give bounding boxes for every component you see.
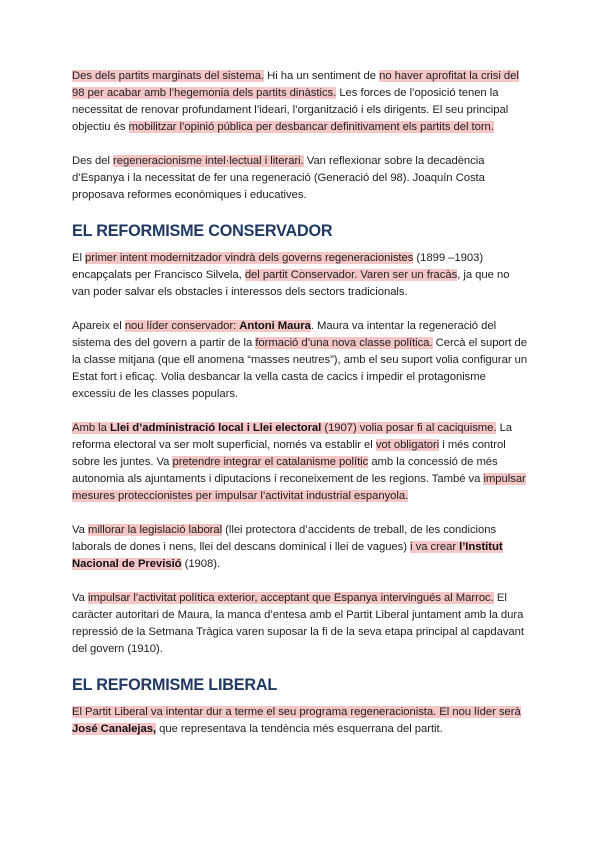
highlight	[72, 422, 496, 434]
paragraph-labour-law	[72, 522, 530, 573]
highlight: no haver aprofitat la crisi del 98 per acabar amb l’hegemonia dels partits dinàstics.	[72, 70, 519, 99]
text-run: (1908).	[181, 558, 221, 570]
paragraph-silvela	[72, 250, 530, 301]
section-heading-conservador: EL REFORMISME CONSERVADOR	[72, 222, 333, 240]
text-run: . Maura va intentar la regeneració del sistema des del govern a partir de la	[72, 320, 497, 349]
bold-name-maura: Antoni Maura	[239, 320, 311, 332]
highlight-text: El Partit Liberal va intentar dur a terme el seu programa regeneracionista. El nou líder serà	[72, 706, 521, 718]
text-run: i més control sobre les juntes. Va	[72, 439, 506, 468]
text-run: El	[72, 252, 86, 264]
text-run: , ja que no van poder salvar els obstacles i interessos dels sectors tradicionals.	[72, 269, 510, 298]
paragraph-regeneracionisme	[72, 153, 530, 204]
highlight: millorar la legislació laboral	[87, 524, 223, 536]
highlight: del partit Conservador. Varen ser un fracàs	[244, 269, 458, 281]
text-run: amb la concessió de més autonomia als ajuntaments i diputacions i reconeixement de les regions. També va	[72, 456, 498, 485]
bold-law-title: Llei d’administració local i Llei electoral	[109, 422, 322, 434]
text-run: que representava la tendència més esquerrana del partit.	[156, 723, 443, 735]
highlight-text: nou líder conservador:	[124, 320, 240, 332]
highlight-text: i va crear	[410, 541, 460, 553]
highlight: regeneracionisme intel·lectual i literari.	[113, 155, 304, 167]
text-run: Va	[72, 524, 88, 536]
text-run: El caràcter autoritari de Maura, la manca d’entesa amb el Partit Liberal juntament amb la dura repressió de la Setmana Tràgica varen suposar la fi de la seva etapa principal al capdavant del govern (1910).	[72, 592, 524, 655]
highlight	[125, 320, 311, 332]
text-run: Apareix el	[72, 320, 125, 332]
text-run: La reforma electoral va ser molt superficial, només va establir el	[72, 422, 513, 451]
highlight: formació d’una nova classe política.	[255, 337, 433, 349]
document-body	[72, 68, 530, 755]
text-run: Des del	[72, 155, 114, 167]
section-heading-liberal: EL REFORMISME LIBERAL	[72, 676, 278, 694]
highlight: impulsar mesures proteccionistes per impulsar l’activitat industrial espanyola.	[72, 473, 526, 502]
highlight-text: Amb la	[72, 422, 110, 434]
text-run: Hi ha un sentiment de	[264, 70, 380, 82]
highlight: pretendre integrar el catalanisme polític	[172, 456, 369, 468]
highlight: primer intent modernitzador vindrà dels governs regeneracionistes	[85, 252, 414, 264]
text-run: Van reflexionar sobre la decadència d’Espanya i la necessitat de fer una regeneració (Generació del 98). Joaquín Costa proposava reformes econòmiques i educatives.	[72, 155, 485, 201]
paragraph-opposition	[72, 68, 530, 136]
text-run: Les forces de l’oposició tenen la necessitat de renovar profundament l’ideari, l’organització i els dirigents. El seu principal objectiu és	[72, 87, 509, 133]
paragraph-maura	[72, 318, 530, 403]
highlight: vot obligatori	[375, 439, 440, 451]
bold-institution: l’Institut Nacional de Previsió	[72, 541, 503, 570]
text-run: Cercà el suport de la classe mitjana (que ell anomena “masses neutres”), amb el seu suport volia configurar un Estat fort i eficaç. Volia desbancar la vella casta de cacics i impedir el protagonisme excessiu de les classes populars.	[72, 337, 528, 400]
paragraph-reforms-1907	[72, 420, 530, 505]
highlight: Des dels partits marginats del sistema.	[72, 70, 265, 82]
text-run: (llei protectora d’accidents de treball, de les condicions laborals de dones i nens, llei del descans dominical i llei de vagues)	[72, 524, 497, 553]
text-run: (1899 –1903) encapçalats per Francisco Silvela,	[72, 252, 484, 281]
highlight: mobilitzar l’opinió pública per desbancar definitivament els partits del torn.	[128, 121, 494, 133]
highlight: impulsar l’activitat política exterior, acceptant que Espanya intervingués al Marroc.	[87, 592, 494, 604]
paragraph-canalejas	[72, 704, 530, 738]
bold-name-canalejas: José Canalejas,	[72, 723, 157, 735]
paragraph-foreign-policy	[72, 590, 530, 658]
text-run: Va	[72, 592, 88, 604]
highlight-text: (1907) volia posar fi al caciquisme.	[321, 422, 497, 434]
